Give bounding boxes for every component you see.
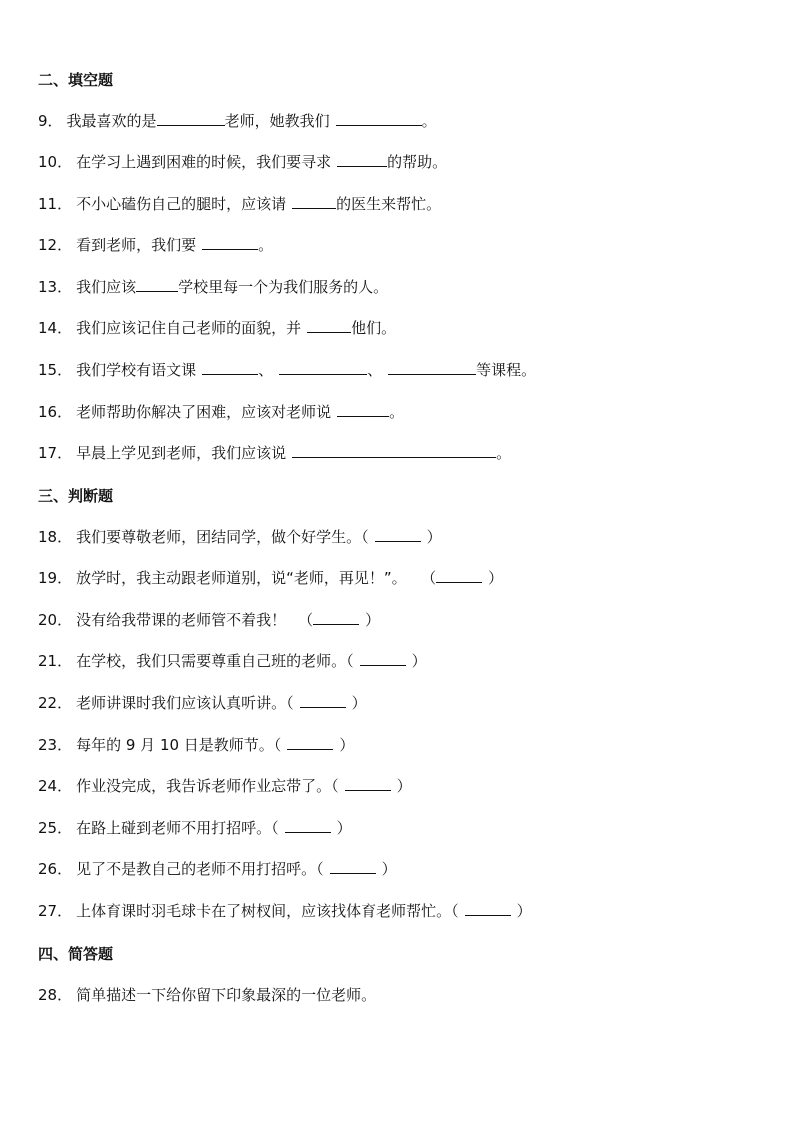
question-number: 11． bbox=[38, 195, 73, 213]
question-26 bbox=[38, 859, 764, 879]
question-text: 在路上碰到老师不用打招呼。（ bbox=[76, 819, 279, 837]
answer-blank[interactable] bbox=[279, 360, 367, 375]
paren-close: ） bbox=[411, 652, 427, 670]
answer-blank[interactable] bbox=[330, 859, 376, 874]
question-28 bbox=[38, 985, 764, 1005]
question-text: 。 bbox=[389, 403, 405, 421]
section-heading-fill-in: 二、填空题 bbox=[38, 71, 114, 89]
question-text: 放学时，我主动跟老师道别，说“老师，再见！”。 bbox=[76, 569, 407, 587]
question-27 bbox=[38, 901, 764, 921]
question-text: 我最喜欢的是 bbox=[66, 112, 157, 130]
question-text: 的帮助。 bbox=[387, 153, 448, 171]
question-25 bbox=[38, 818, 764, 838]
question-text: 他们。 bbox=[351, 319, 397, 337]
paren-close: ） bbox=[351, 694, 367, 712]
question-text: 的医生来帮忙。 bbox=[336, 195, 442, 213]
paren-close: ） bbox=[381, 860, 397, 878]
question-text: 早晨上学见到老师，我们应该说 bbox=[76, 444, 287, 462]
paren-close: ） bbox=[365, 611, 381, 629]
question-number: 12． bbox=[38, 236, 73, 254]
separator: 、 bbox=[258, 361, 274, 379]
question-text: 老师，她教我们 bbox=[224, 112, 330, 130]
answer-blank[interactable] bbox=[465, 901, 511, 916]
paren-close: ） bbox=[426, 528, 442, 546]
question-text: 我们要尊敬老师，团结同学，做个好学生。（ bbox=[76, 528, 369, 546]
question-15 bbox=[38, 360, 764, 380]
question-18 bbox=[38, 527, 764, 547]
question-text: 我们应该 bbox=[76, 278, 137, 296]
question-text: 见了不是教自己的老师不用打招呼。（ bbox=[76, 860, 324, 878]
question-number: 22． bbox=[38, 694, 73, 712]
paren-close: ） bbox=[336, 819, 352, 837]
question-text: 老师帮助你解决了困难，应该对老师说 bbox=[76, 403, 332, 421]
question-number: 18． bbox=[38, 528, 73, 546]
answer-blank[interactable] bbox=[360, 651, 406, 666]
question-text: 在学校，我们只需要尊重自己班的老师。（ bbox=[76, 652, 354, 670]
question-number: 25． bbox=[38, 819, 73, 837]
question-text: 没有给我带课的老师管不着我！ bbox=[76, 611, 287, 629]
answer-blank[interactable] bbox=[287, 735, 333, 750]
paren-close: ） bbox=[516, 902, 532, 920]
question-number: 17． bbox=[38, 444, 73, 462]
answer-blank[interactable] bbox=[375, 527, 421, 542]
question-text: 上体育课时羽毛球卡在了树杈间，应该找体育老师帮忙。（ bbox=[76, 902, 459, 920]
question-text: 老师讲课时我们应该认真听讲。（ bbox=[76, 694, 294, 712]
answer-blank[interactable] bbox=[202, 360, 258, 375]
question-text: 。 bbox=[258, 236, 274, 254]
answer-blank[interactable] bbox=[337, 402, 389, 417]
answer-blank[interactable] bbox=[388, 360, 476, 375]
question-10 bbox=[38, 152, 764, 172]
question-23 bbox=[38, 735, 764, 755]
paren-open: （ bbox=[428, 569, 437, 587]
question-20 bbox=[38, 610, 764, 630]
answer-blank[interactable] bbox=[136, 277, 178, 292]
question-21 bbox=[38, 651, 764, 671]
answer-blank[interactable] bbox=[337, 152, 387, 167]
paren-close: ） bbox=[339, 736, 355, 754]
paren-close: ） bbox=[396, 777, 412, 795]
answer-blank[interactable] bbox=[336, 111, 422, 126]
answer-blank[interactable] bbox=[202, 235, 258, 250]
paren-close: ） bbox=[488, 569, 504, 587]
question-13 bbox=[38, 277, 764, 297]
answer-blank[interactable] bbox=[285, 818, 331, 833]
answer-blank[interactable] bbox=[300, 693, 346, 708]
question-number: 10． bbox=[38, 153, 73, 171]
question-text: 在学习上遇到困难的时候，我们要寻求 bbox=[76, 153, 332, 171]
question-number: 23． bbox=[38, 736, 73, 754]
question-17 bbox=[38, 443, 764, 463]
question-number: 20． bbox=[38, 611, 73, 629]
answer-blank[interactable] bbox=[313, 610, 359, 625]
question-number: 14． bbox=[38, 319, 73, 337]
question-9 bbox=[38, 111, 764, 131]
question-number: 24． bbox=[38, 777, 73, 795]
section-heading-short-answer: 四、简答题 bbox=[38, 945, 114, 963]
question-text: 简单描述一下给你留下印象最深的一位老师。 bbox=[76, 986, 377, 1004]
answer-blank[interactable] bbox=[307, 318, 351, 333]
question-number: 27． bbox=[38, 902, 73, 920]
question-text: 学校里每一个为我们服务的人。 bbox=[178, 278, 389, 296]
question-11 bbox=[38, 194, 764, 214]
paren-open: （ bbox=[298, 611, 314, 629]
question-16 bbox=[38, 402, 764, 422]
answer-blank[interactable] bbox=[345, 776, 391, 791]
question-text: 不小心磕伤自己的腿时，应该请 bbox=[76, 195, 287, 213]
question-19 bbox=[38, 568, 764, 588]
answer-blank[interactable] bbox=[292, 443, 496, 458]
question-12 bbox=[38, 235, 764, 255]
answer-blank[interactable] bbox=[436, 568, 482, 583]
question-text: 看到老师，我们要 bbox=[76, 236, 197, 254]
separator: 、 bbox=[367, 361, 383, 379]
question-number: 15． bbox=[38, 361, 73, 379]
question-14 bbox=[38, 318, 764, 338]
question-number: 21． bbox=[38, 652, 73, 670]
question-text: 作业没完成，我告诉老师作业忘带了。（ bbox=[76, 777, 339, 795]
question-number: 9． bbox=[38, 112, 63, 130]
question-number: 19． bbox=[38, 569, 73, 587]
answer-blank[interactable] bbox=[292, 194, 336, 209]
answer-blank[interactable] bbox=[157, 111, 225, 126]
question-number: 26． bbox=[38, 860, 73, 878]
section-heading-true-false: 三、判断题 bbox=[38, 487, 114, 505]
question-number: 16． bbox=[38, 403, 73, 421]
question-text: 每年的 9 月 10 日是教师节。（ bbox=[76, 736, 282, 754]
question-24 bbox=[38, 776, 764, 796]
question-text: 。 bbox=[421, 112, 437, 130]
question-text: 。 bbox=[496, 444, 512, 462]
question-text: 我们应该记住自己老师的面貌，并 bbox=[76, 319, 302, 337]
question-number: 28． bbox=[38, 986, 73, 1004]
question-22 bbox=[38, 693, 764, 713]
question-number: 13． bbox=[38, 278, 73, 296]
question-text: 等课程。 bbox=[476, 361, 537, 379]
question-text: 我们学校有语文课 bbox=[76, 361, 197, 379]
